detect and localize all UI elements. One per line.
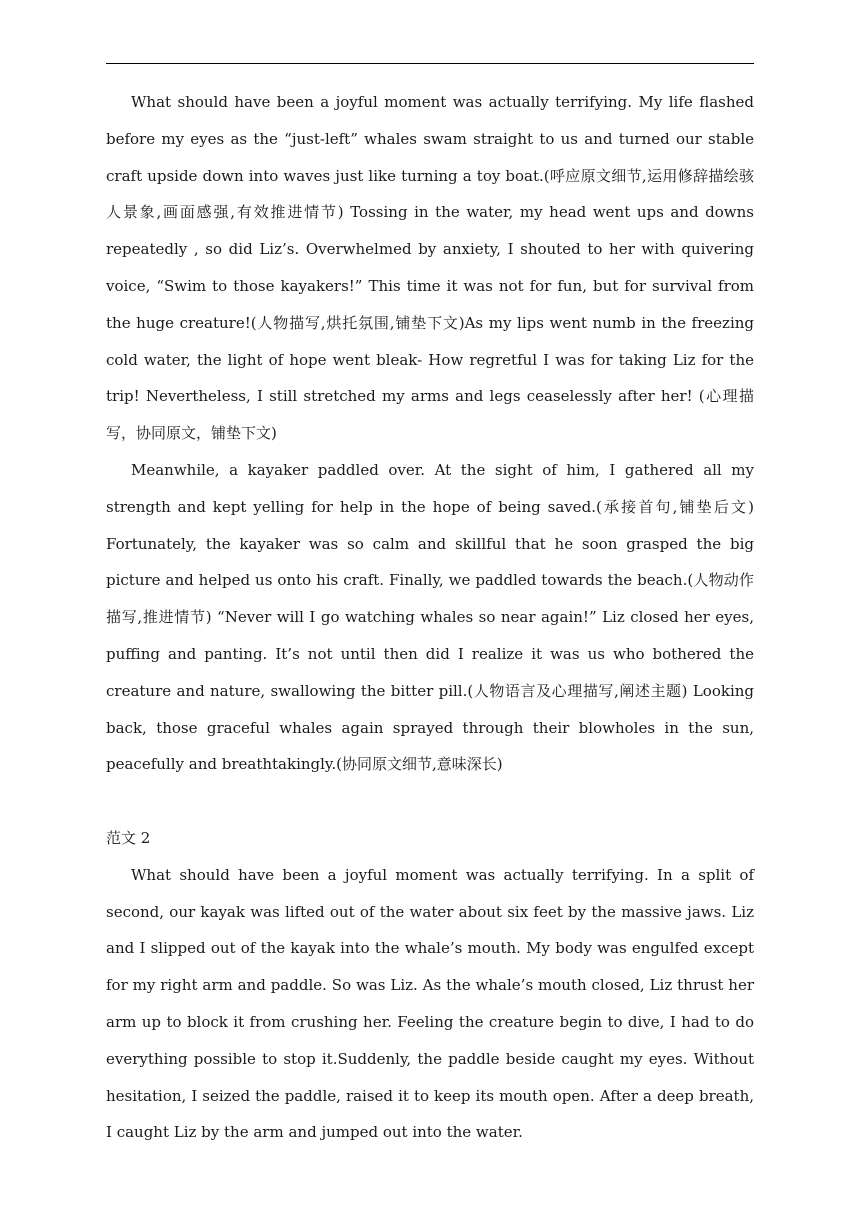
paragraph-2: Meanwhile, a kayaker paddled over. At the sight of him, I gathered all my strength and kept yelling for help in the hope of being saved.(承接首句,铺垫后文) Fortunately, the kayaker was so calm and skillful that he soon grasped the big picture and helped us onto his craft. Finally, we paddled towards the beach.(人物动作描写,推进情节) “Never will I go watching whales so near again!” Liz closed her eyes, puffing and panting. It’s not until then did I realize it was us who bothered the creature and nature, swallowing the bitter pill.(人物语言及心理描写,阐述主题) Looking back, those graceful whales again sprayed through their blowholes in the sun, peacefully and breathtakingly.(协同原文细节,意味深长) [106, 460, 754, 774]
paragraph-1: What should have been a joyful moment was actually terrifying. My life flashed before my eyes as the “just-left” whales swam straight to us and turned our stable craft upside down into waves just like turning a toy boat.(呼应原文细节,运用修辞描绘骇人景象,画面感强,有效推进情节) Tossing in the water, my head went ups and downs repeatedly , so did Liz’s. Overwhelmed by anxiety, I shouted to her with quivering voice, “Swim to those kayakers!” This time it was not for fun, but for survival from the huge creature!(人物描写,烘托氛围,铺垫下文)As my lips went numb in the freezing cold water, the light of hope went bleak- How regretful I was for taking Liz for the trip! Nevertheless, I still stretched my arms and legs ceaselessly after her! (心理描写，协同原文，铺垫下文) [106, 93, 754, 443]
section-label: 范文 2 [106, 828, 151, 847]
document-body [106, 84, 754, 1151]
section-paragraph-1: What should have been a joyful moment was actually terrifying. In a split of second, our kayak was lifted out of the water about six feet by the massive jaws. Liz and I slipped out of the kayak into the whale’s mouth. My body was engulfed except for my right arm and paddle. So was Liz. As the whale’s mouth closed, Liz thrust her arm up to block it from crushing her. Feeling the creature begin to dive, I had to do everything possible to stop it.Suddenly, the paddle beside caught my eyes. Without hesitation, I seized the paddle, raised it to keep its mouth open. After a deep breath, I caught Liz by the arm and jumped out into the water. [106, 865, 754, 1142]
header-rule [106, 63, 754, 64]
